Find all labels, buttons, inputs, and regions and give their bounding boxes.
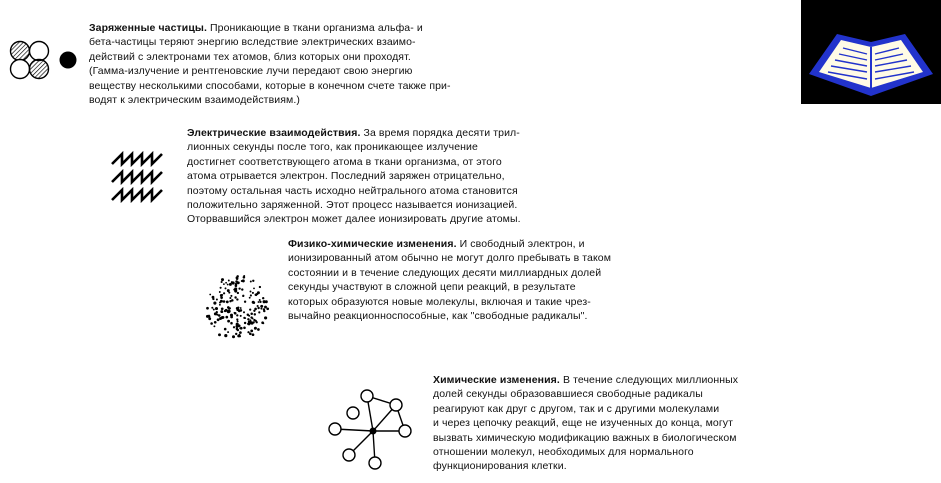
section-text-line: веществу несколькими способами, которые в конечном счете также при-	[89, 79, 451, 92]
section-text-line: Оторвавшийся электрон может далее ионизировать другие атомы.	[187, 213, 521, 226]
section-text-line: состоянии и в течение следующих десяти миллиардных долей	[288, 266, 602, 279]
section-text-line: (Гамма-излучение и рентгеновские лучи передают свою энергию	[89, 65, 413, 78]
section-title: Электрические взаимодействия.	[187, 127, 361, 139]
section-title: Химические изменения.	[433, 374, 560, 386]
section-text-line: вызвать химическую модификацию важных в биологическом	[433, 431, 737, 444]
section-text-line: атома отрывается электрон. Последний заряжен отрицательно,	[187, 170, 505, 183]
section-text-line: За время порядка десяти трил-	[363, 127, 520, 139]
charged-particles-icon	[6, 38, 82, 84]
section-text-line: поэтому остальная часть исходно нейтрального атома становится	[187, 184, 518, 197]
section-text-line: вычайно реакционноспособные, как "свободные радикалы".	[288, 310, 588, 323]
section-title: Физико-химические изменения.	[288, 238, 457, 250]
section-physico-chemical	[288, 237, 611, 323]
molecule-network-icon	[323, 383, 419, 473]
section-text-line: ионизированный атом обычно не могут долго пребывать в таком	[288, 252, 612, 265]
section-chemical-changes	[433, 373, 738, 474]
section-text-line: положительно заряженной. Этот процесс называется ионизацией.	[187, 199, 518, 212]
zigzag-lightning-icon	[110, 146, 166, 206]
section-text-line: лионных секунды после того, как проникающее излучение	[187, 141, 478, 154]
section-text-line: реагируют как друг с другом, так и с другими молекулами	[433, 402, 720, 415]
section-text-line: которых образуются новые молекулы, включая и такие чрез-	[288, 295, 591, 308]
section-text-line: Проникающие в ткани организма альфа- и	[210, 22, 423, 34]
section-text-line: и через цепочку реакций, еще не изученных до конца, могут	[433, 417, 734, 430]
section-text-line: секунды участвуют в сложной цепи реакций, в результате	[288, 281, 576, 294]
section-text-line: И свободный электрон, и	[459, 238, 585, 250]
section-charged-particles	[89, 21, 451, 107]
section-text-line: долей секунды образовавшиеся свободные радикалы	[433, 388, 703, 401]
section-electric-interactions	[187, 126, 521, 227]
section-text-line: В течение следующих миллионных	[562, 374, 739, 386]
section-title: Заряженные частицы.	[89, 22, 207, 34]
section-text-line: водят к электрическим взаимодействиям.)	[89, 94, 300, 107]
dotted-cloud-icon	[203, 272, 271, 344]
section-text-line: действий с электронами тех атомов, близ которых они проходят.	[89, 50, 411, 63]
section-text-line: бета-частицы теряют энергию вследствие электрических взаимо-	[89, 36, 416, 49]
book-badge	[801, 0, 941, 104]
section-text-line: отношении молекул, необходимых для нормального	[433, 446, 694, 459]
open-book-icon	[801, 0, 941, 104]
section-text-line: функционирования клетки.	[433, 460, 567, 473]
section-text-line: достигнет соответствующего атома в ткани организма, от этого	[187, 155, 502, 168]
